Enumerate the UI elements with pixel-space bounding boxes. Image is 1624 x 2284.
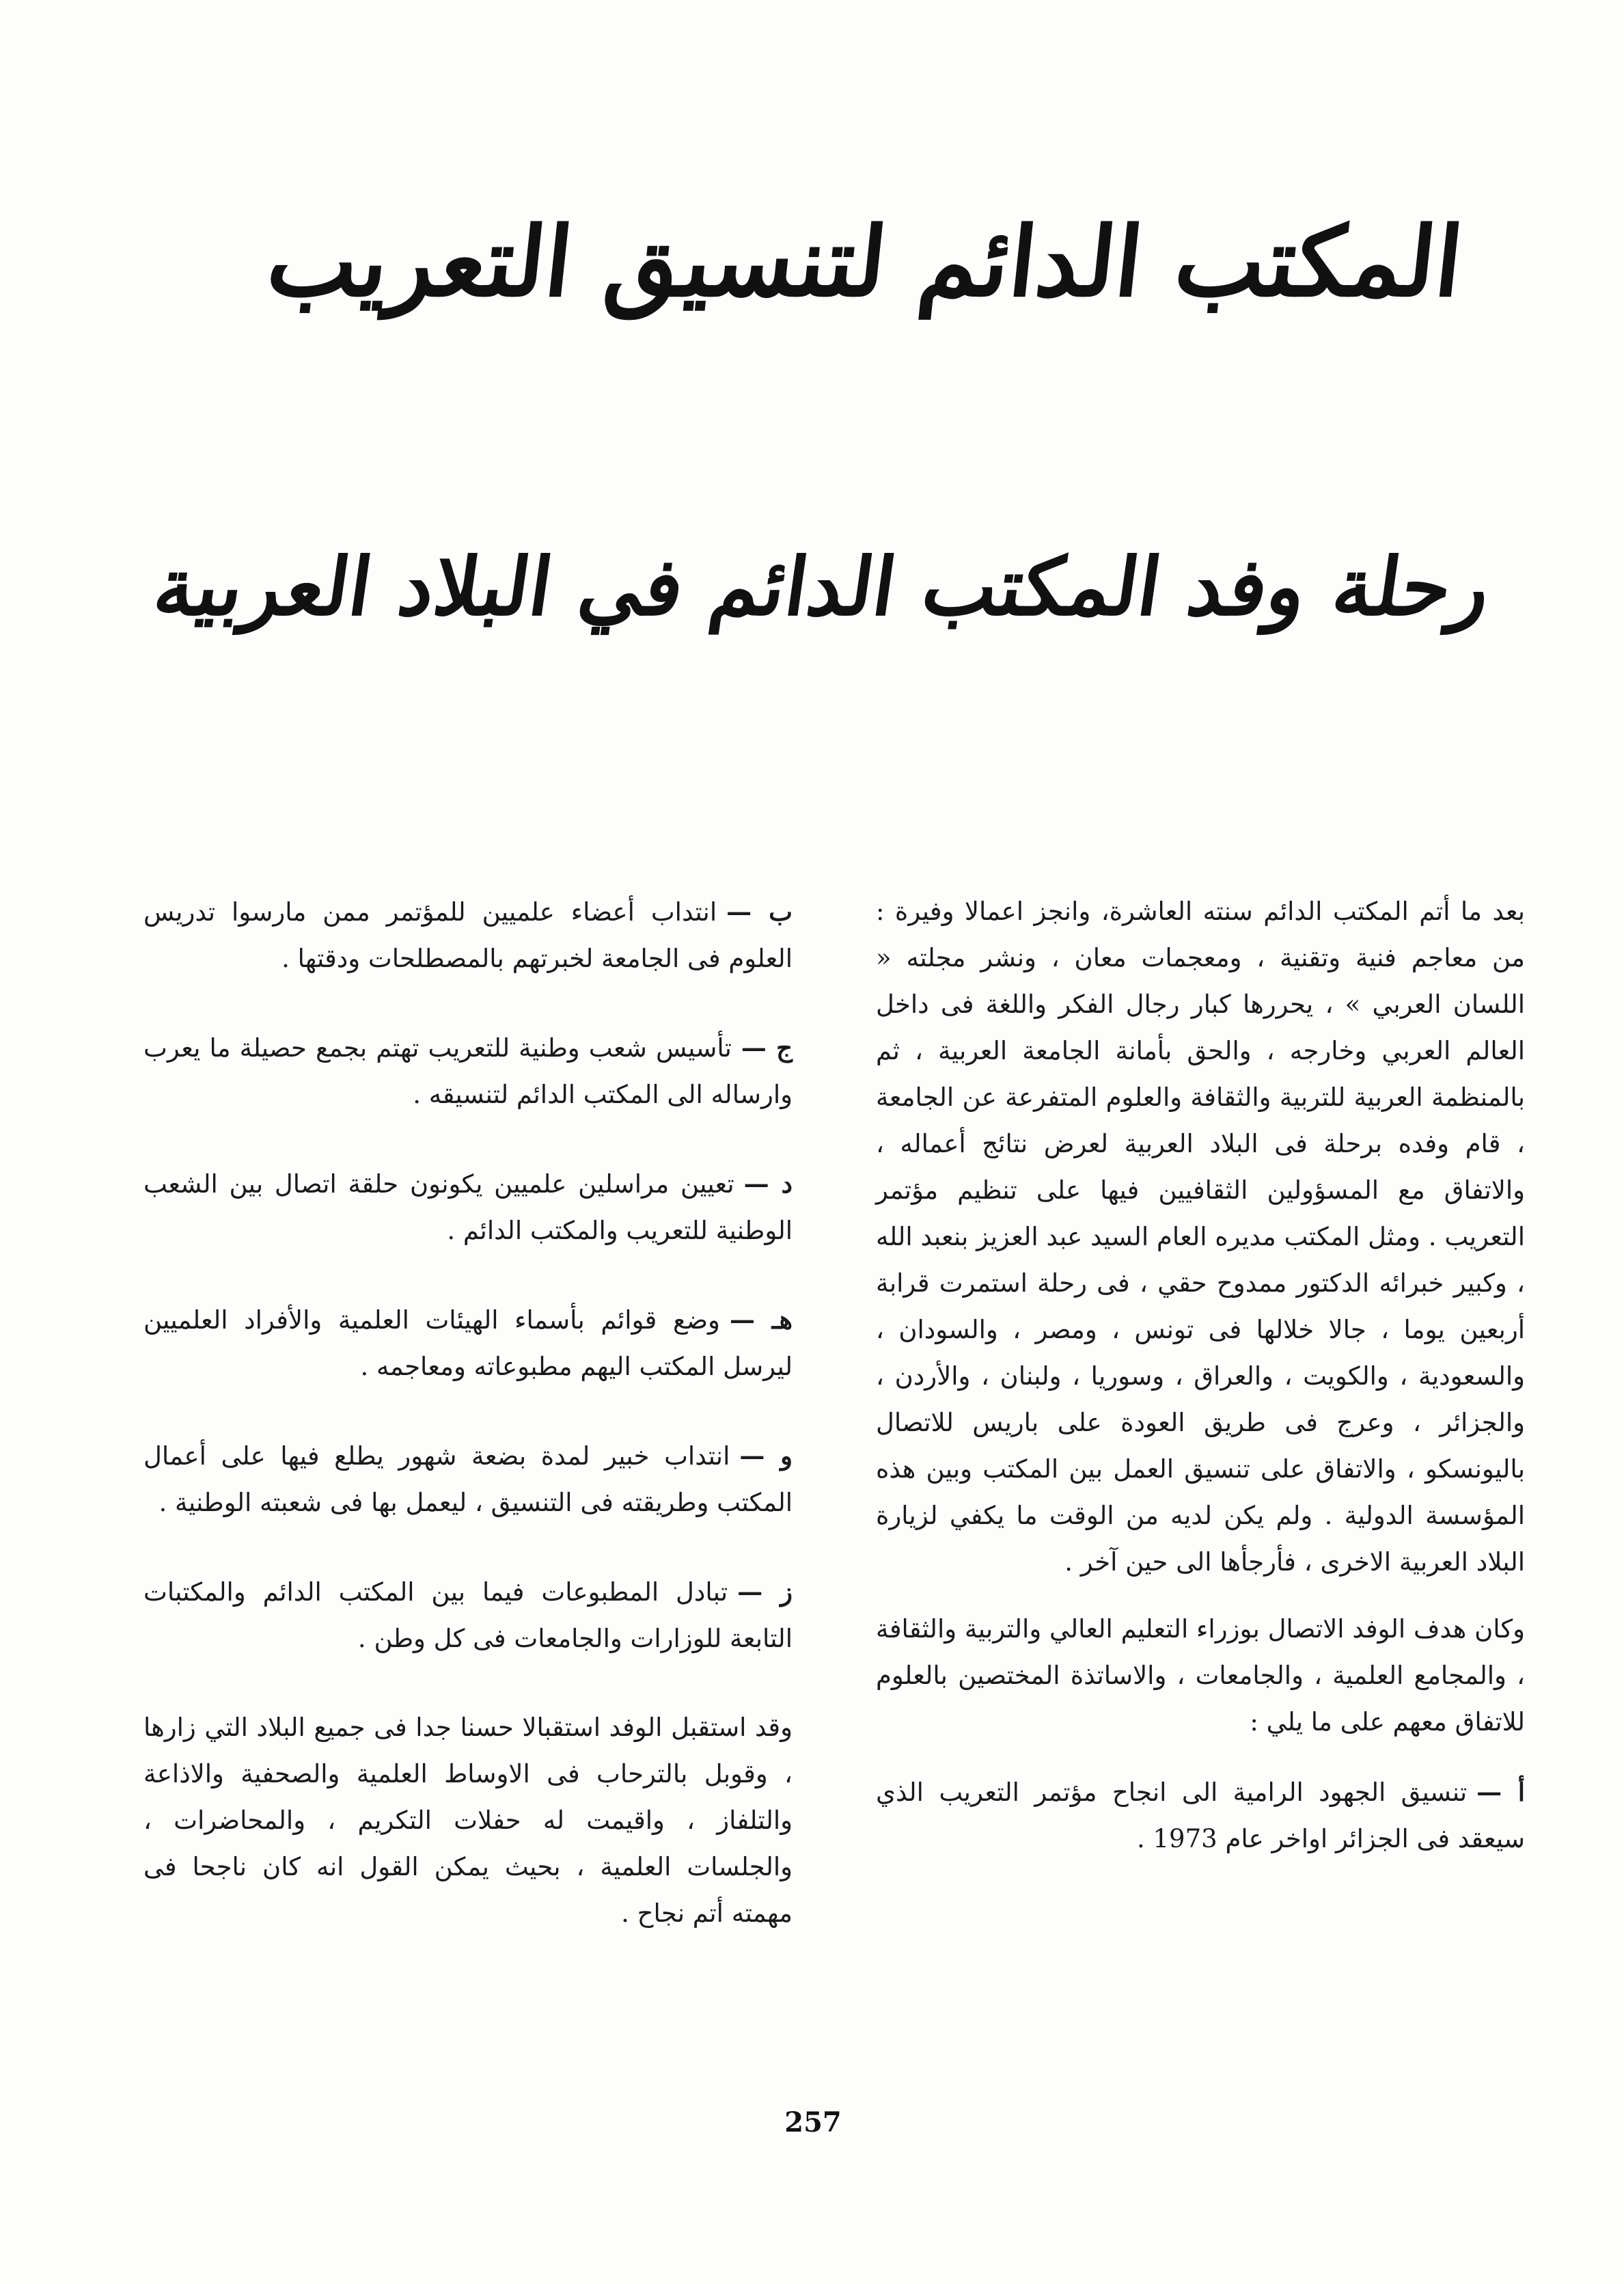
article-subtitle: رحلة وفد المكتب الدائم في البلاد العربية: [148, 541, 1496, 634]
list-marker: أ —: [1476, 1777, 1525, 1807]
list-item-text: تبادل المطبوعات فيما بين المكتب الدائم والمكتبات التابعة للوزارات والجامعات فى كل وطن .: [143, 1577, 793, 1653]
list-marker: هـ —: [729, 1305, 793, 1335]
list-item-a: [876, 1769, 1525, 1862]
goals-paragraph: وكان هدف الوفد الاتصال بوزراء التعليم العالي والتربية والثقافة ، والمجامع العلمية ، والجامعات ، والاساتذة المختصين بالعلوم للاتفاق معهم على ما يلي :: [876, 1614, 1525, 1737]
list-item-f: [143, 1432, 793, 1526]
list-item-c: [143, 1024, 793, 1118]
list-item-d: [143, 1160, 793, 1254]
list-marker: و —: [739, 1441, 793, 1471]
list-item-text: تنسيق الجهود الرامية الى انجاح مؤتمر التعريب الذي سيعقد فى الجزائر اواخر عام 1973 .: [876, 1778, 1525, 1853]
list-item-text: انتداب أعضاء علميين للمؤتمر ممن مارسوا تدريس العلوم فى الجامعة لخبرتهم بالمصطلحات ودقتها .: [143, 897, 793, 973]
page-title: المكتب الدائم لتنسيق التعريب: [262, 206, 1468, 318]
list-marker: د —: [743, 1169, 793, 1199]
left-column: [143, 888, 793, 1957]
list-marker: ب —: [726, 897, 793, 927]
closing-paragraph: وقد استقبل الوفد استقبالا حسنا جدا فى جميع البلاد التي زارها ، وقوبل بالترحاب فى الاوساط العلمية والصحفية والاذاعة والتلفاز ، واقيمت له حفلات التكريم ، والمحاضرات ، والجلسات العلمية ، بحيث يمكن القول انه كان ناجحا فى مهمته أتم نجاح .: [143, 1713, 793, 1928]
list-item-g: [143, 1568, 793, 1662]
list-item-b: [143, 888, 793, 982]
list-marker: ج —: [741, 1033, 793, 1063]
right-column: [876, 888, 1525, 1905]
intro-paragraph: بعد ما أتم المكتب الدائم سنته العاشرة، وانجز اعمالا وفيرة : من معاجم فنية وتقنية ، ومعجمات معان ، ونشر مجلته « اللسان العربي » ، يحررها كبار رجال الفكر واللغة فى داخل العالم العربي وخارجه ، والحق بأمانة الجامعة العربية ، ثم بالمنظمة العربية للتربية والثقافة والعلوم المتفرعة عن الجامعة ، قام وفده برحلة فى البلاد العربية لعرض نتائج أعماله ، والاتفاق مع المسؤولين الثقافيين فيها على تنظيم مؤتمر التعريب . ومثل المكتب مديره العام السيد عبد العزيز بنعبد الله ، وكبير خبرائه الدكتور ممدوح حقي ، فى رحلة استمرت قرابة أربعين يوما ، جالا خلالها فى تونس ، ومصر ، والسودان ، والسعودية ، والكويت ، والعراق ، وسوريا ، ولبنان ، والأردن ، والجزائر ، وعرج فى طريق العودة على باريس للاتصال باليونسكو ، والاتفاق على تنسيق العمل بين المكتب وبين هذه المؤسسة الدولية . ولم يكن لديه من الوقت ما يكفي لزيارة البلاد العربية الاخرى ، فأرجأها الى حين آخر .: [876, 897, 1525, 1577]
list-item-text: تأسيس شعب وطنية للتعريب تهتم بجمع حصيلة ما يعرب وارساله الى المكتب الدائم لتنسيقه .: [143, 1033, 793, 1109]
page-number: 257: [784, 2106, 842, 2138]
list-marker: ز —: [737, 1577, 793, 1607]
list-item-text: انتداب خبير لمدة بضعة شهور يطلع فيها على أعمال المكتب وطريقته فى التنسيق ، ليعمل بها فى شعبته الوطنية .: [143, 1441, 793, 1517]
list-item-text: وضع قوائم بأسماء الهيئات العلمية والأفراد العلميين ليرسل المكتب اليهم مطبوعاته ومعاجمه .: [143, 1305, 793, 1381]
list-item-text: تعيين مراسلين علميين يكونون حلقة اتصال بين الشعب الوطنية للتعريب والمكتب الدائم .: [143, 1169, 793, 1245]
list-item-e: [143, 1296, 793, 1390]
